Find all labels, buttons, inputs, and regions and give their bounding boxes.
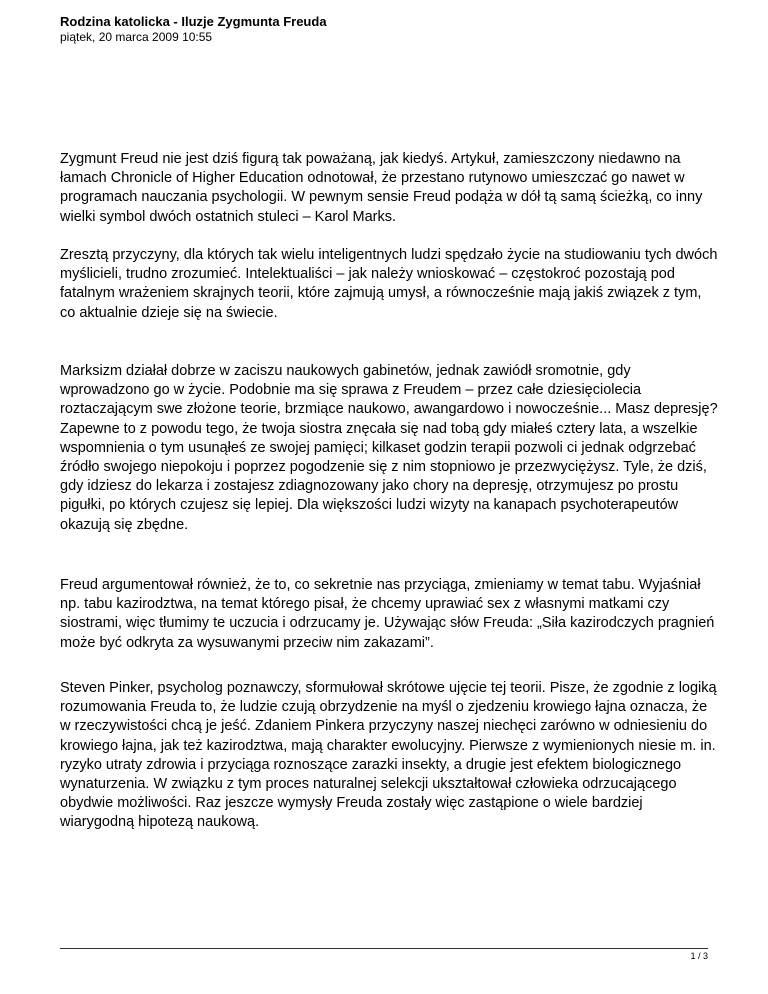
paragraph: Zresztą przyczyny, dla których tak wielu inteligentnych ludzi spędzało życie na studiowaniu tych dwóch myślicieli, trudno zrozumieć. Intelektualiści – jak należy wnioskować – częstokroć pozostają pod fatalnym wrażeniem skrajnych teorii, które zajmują umysł, a równocześnie mają jakiś związek z tym, co aktualnie dzieje się na świecie. xyxy=(60,247,718,321)
footer-divider xyxy=(60,948,708,949)
paragraph: Freud argumentował również, że to, co sekretnie nas przyciąga, zmieniamy w temat tabu. Wyjaśniał np. tabu kazirodztwa, na temat którego pisał, że chcemy uprawiać sex z własnymi matkami czy siostrami, więc tłumimy te uczucia i odrzucamy je. Używając słów Freuda: „Siła kazirodczych pragnień może być odkryta za wysuwanymi przeciw nim zakazami”. xyxy=(60,577,715,651)
paragraph: Steven Pinker, psycholog poznawczy, sformułował skrótowe ujęcie tej teorii. Pisze, że zgodnie z logiką rozumowania Freuda to, że ludzie czują obrzydzenie na myśl o zjedzeniu krowiego łajna oznacza, że w rzeczywistości chcą je jeść. Zdaniem Pinkera przyczyny naszej niechęci zarówno w odniesieniu do krowiego łajna, jak też kazirodztwa, mają charakter ewolucyjny. Pierwsze z wymienionych niesie m. in. ryzyko utraty zdrowia i przyciąga roznoszące zarazki insekty, a drugie jest efektem biologicznego wynaturzenia. W związku z tym proces naturalnej selekcji ukształtował człowieka odrzucającego obydwie możliwości. Raz jeszcze wymysły Freuda zostały więc zastąpione o wiele bardziej wiarygodną hipotezą naukową. xyxy=(60,680,717,831)
paragraph: Zygmunt Freud nie jest dziś figurą tak poważaną, jak kiedyś. Artykuł, zamieszczony niedawno na łamach Chronicle of Higher Education odnotował, że przestano rutynowo umieszczać go nawet w programach nauczania psychologii. W pewnym sensie Freud podąża w dół tą samą ścieżką, co inny wielki symbol dwóch ostatnich stuleci – Karol Marks. xyxy=(60,151,703,225)
page-header xyxy=(60,14,710,45)
publication-date: piątek, 20 marca 2009 10:55 xyxy=(60,30,213,44)
paragraph: Marksizm działał dobrze w zaciszu naukowych gabinetów, jednak zawiódł sromotnie, gdy wprowadzono go w życie. Podobnie ma się sprawa z Freudem – przez całe dziesięciolecia roztaczającym swe złożone teorie, brzmiące naukowo, awangardowo i nowocześnie... Masz depresję? Zapewne to z powodu tego, że twoja siostra znęcała się nad tobą gdy miałeś cztery lata, a wszelkie wspomnienia o tym usunąłeś ze swojej pamięci; kilkaset godzin terapii pozwoli ci jednak odgrzebać źródło swojego niepokoju i poprzez pogodzenie się z nim stopniowo je przezwyciężysz. Tyle, że dziś, gdy idziesz do lekarza i zostajesz zdiagnozowany jako chory na depresję, otrzymujesz po prostu pigułki, po których czujesz się lepiej. Dla większości ludzi wizyty na kanapach psychoterapeutów okazują się zbędne. xyxy=(60,363,718,533)
page-number: 1 / 3 xyxy=(690,951,708,961)
document-title: Rodzina katolicka - Iluzje Zygmunta Freuda xyxy=(60,14,327,29)
